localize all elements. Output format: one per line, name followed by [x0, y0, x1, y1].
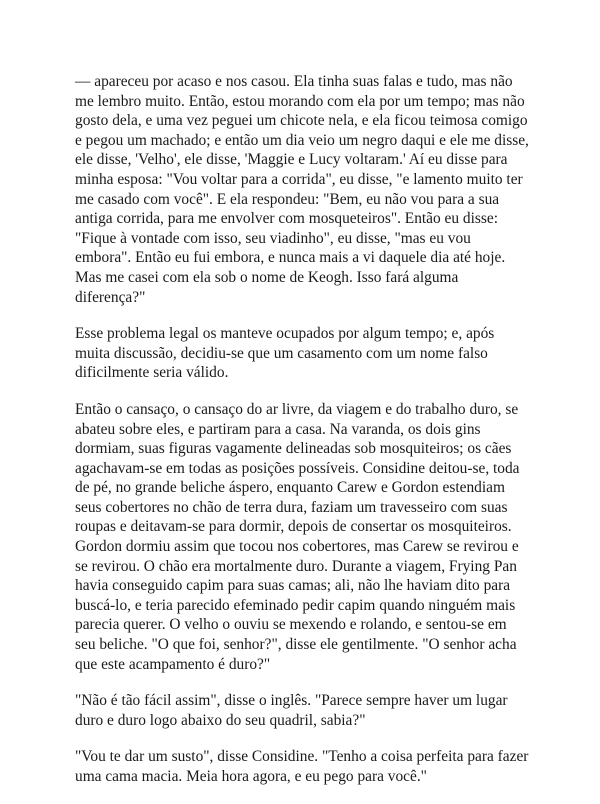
paragraph: Então o cansaço, o cansaço do ar livre, da viagem e do trabalho duro, se abateu sobre eles, e partiram para a casa. Na varanda, os dois gins dormiam, suas figuras vagamente delineadas sob mosquiteiros; os cães agachavam-se em todas as posições possíveis. Considine deitou-se, toda de pé, no grande beliche áspero, enquanto Carew e Gordon estendiam seus cobertores no chão de terra dura, faziam um travesseiro com suas roupas e deitavam-se para dormir, depois de consertar os mosquiteiros. Gordon dormiu assim que tocou nos cobertores, mas Carew se revirou e se revirou. O chão era mortalmente duro. Durante a viagem, Frying Pan havia conseguido capim para suas camas; ali, não lhe haviam dito para buscá-lo, e teria parecido efeminado pedir capim quando ninguém mais parecia querer. O velho o ouviu se mexendo e rolando, e sentou-se em seu beliche. "O que foi, senhor?", disse ele gentilmente. "O senhor acha que este acampamento é duro?"	[75, 400, 520, 673]
paragraph: — apareceu por acaso e nos casou. Ela tinha suas falas e tudo, mas não me lembro muito. Então, estou morando com ela por um tempo; mas não gosto dela, e uma vez peguei um chicote nela, e ela ficou teimosa comigo e pegou um machado; e então um dia veio um negro daqui e ele me disse, ele disse, 'Velho', ele disse, 'Maggie e Lucy voltaram.' Aí eu disse para minha esposa: "Vou voltar para a corrida", eu disse, "e lamento muito ter me casado com você". E ela respondeu: "Bem, eu não vou para a sua antiga corrida, para me envolver com mosqueteiros". Então eu disse: "Fique à vontade com isso, seu viadinho", eu disse, "mas eu vou embora". Então eu fui embora, e nunca mais a vi daquele dia até hoje. Mas me casei com ela sob o nome de Keogh. Isso fará alguma diferença?"	[75, 73, 529, 306]
paragraph: Esse problema legal os manteve ocupados por algum tempo; e, após muita discussão, decidiu-se que um casamento com um nome falso dificilmente seria válido.	[75, 325, 495, 382]
paragraph: "Não é tão fácil assim", disse o inglês. "Parece sempre haver um lugar duro e duro logo abaixo do seu quadril, sabia?"	[75, 692, 508, 729]
paragraph: "Vou te dar um susto", disse Considine. "Tenho a coisa perfeita para fazer uma cama macia. Meia hora agora, e eu pego para você."	[75, 748, 529, 785]
document-page	[75, 72, 530, 804]
